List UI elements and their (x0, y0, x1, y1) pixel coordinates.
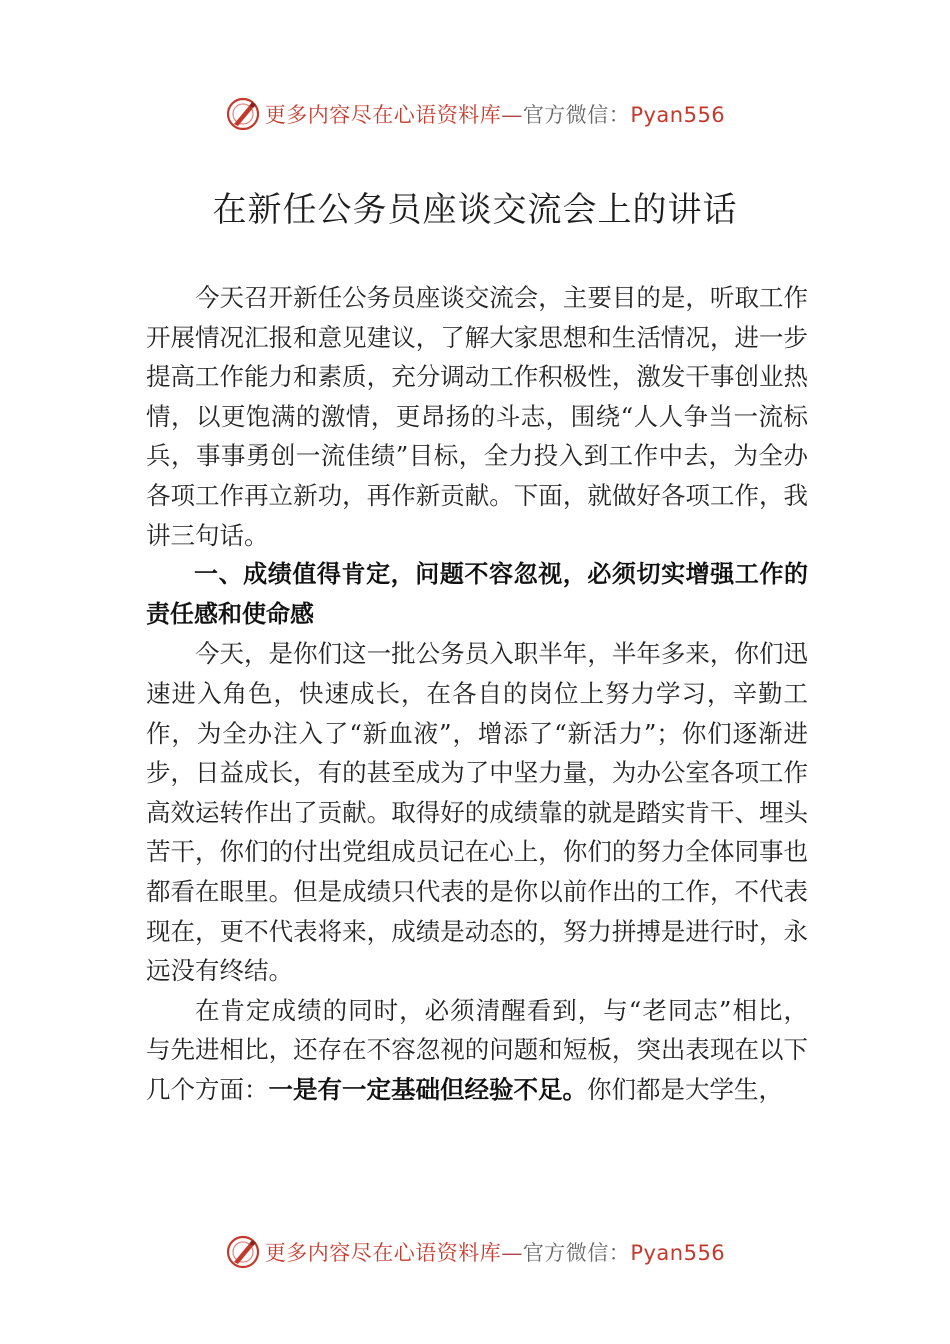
watermark-label: 官方微信： (522, 103, 631, 127)
paragraph-problems-lead: 在肯定成绩的同时，必须清醒看到，与“老同志”相比，与先进相比，还存在不容忽视的问题和短板，突出表现在以下几个方面： (146, 995, 808, 1104)
section-heading-1: 一、成绩值得肯定，问题不容忽视，必须切实增强工作的责任感和使命感 (146, 560, 808, 628)
watermark-brand: 更多内容尽在心语资料库 (264, 103, 502, 127)
pen-nib-circle-icon (225, 96, 261, 132)
paragraph-intro: 今天召开新任公务员座谈交流会，主要目的是，听取工作开展情况汇报和意见建议，了解大家思想和生活情况，进一步提高工作能力和素质，充分调动工作积极性，激发干事创业热情，以更饱满的激情，更昂扬的斗志，围绕“人人争当一流标兵，事事勇创一流佳绩”目标，全力投入到工作中去，为全办各项工作再立新功，再作新贡献。下面，就做好各项工作，我讲三句话。 (146, 283, 808, 550)
watermark-text (265, 1237, 725, 1267)
watermark-brand: 更多内容尽在心语资料库 (264, 1241, 502, 1265)
watermark-separator: — (501, 1241, 523, 1265)
paragraph-problems-bold: 一是有一定基础但经验不足。 (268, 1074, 587, 1104)
paragraph-problems-tail: 你们都是大学生， (587, 1074, 783, 1104)
watermark-banner-top (0, 94, 950, 134)
document-title: 在新任公务员座谈交流会上的讲话 (212, 190, 738, 230)
watermark-banner-bottom (0, 1232, 950, 1272)
pen-nib-circle-icon (225, 1234, 261, 1270)
watermark-account: Pyan556 (630, 103, 726, 127)
watermark-label: 官方微信： (522, 1241, 631, 1265)
paragraph-problems (146, 991, 808, 1110)
watermark-text (265, 99, 725, 129)
document-body (146, 278, 808, 1109)
paragraph-achievements: 今天，是你们这一批公务员入职半年，半年多来，你们迅速进入角色，快速成长，在各自的岗位上努力学习，辛勤工作，为全办注入了“新血液”，增添了“新活力”；你们逐渐进步，日益成长，有的甚至成为了中坚力量，为办公室各项工作高效运转作出了贡献。取得好的成绩靠的就是踏实肯干、埋头苦干，你们的付出党组成员记在心上，你们的努力全体同事也都看在眼里。但是成绩只代表的是你以前作出的工作，不代表现在，更不代表将来，成绩是动态的，努力拼搏是进行时，永远没有终结。 (146, 639, 808, 986)
watermark-separator: — (501, 103, 523, 127)
watermark-account: Pyan556 (630, 1241, 726, 1265)
